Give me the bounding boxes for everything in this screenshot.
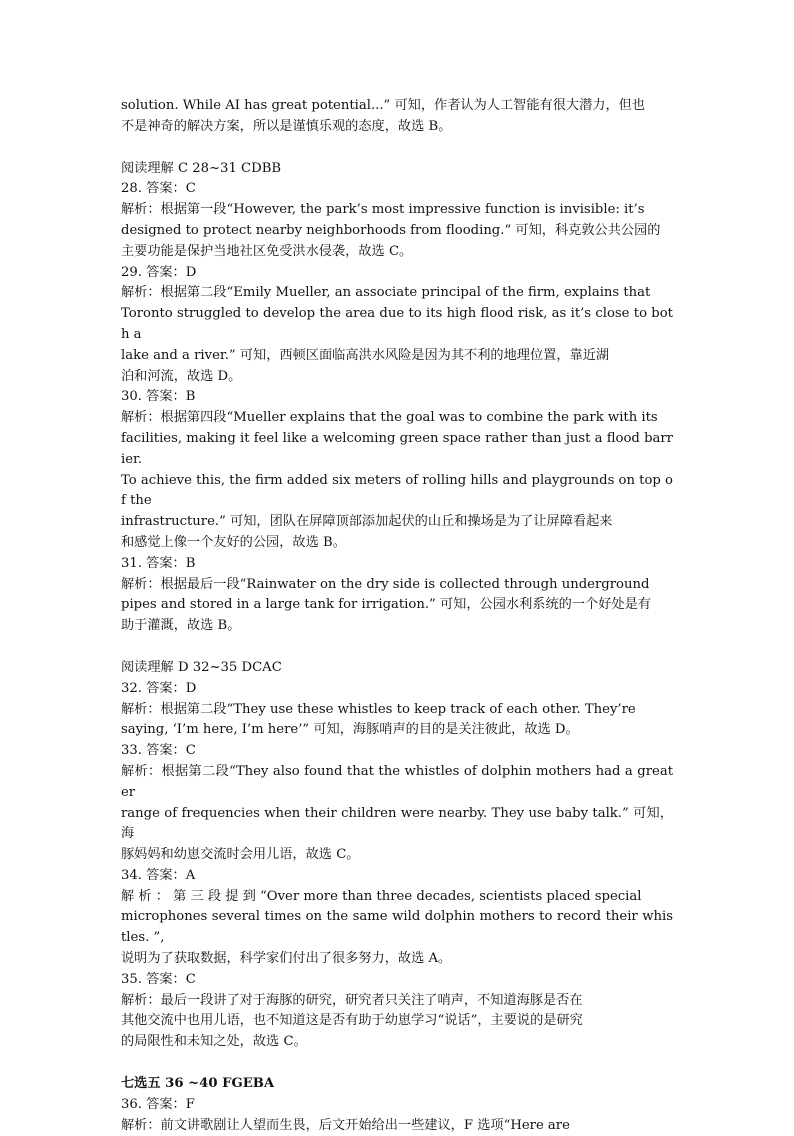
answer-33: 33. 答案：C	[121, 743, 196, 759]
text-line: 解析：根据第一段“However, the park’s most impressive function is invisible: it’s	[121, 202, 645, 218]
text-line: 解析：根据第二段“They use these whistles to keep track of each other. They’re	[121, 701, 636, 717]
blank-line	[121, 637, 673, 658]
text-line: 其他交流中也用儿语，也不知道这是否有助于幼崽学习“说话”，主要说的是研究	[121, 1013, 583, 1029]
section-heading-reading-c: 阅读理解 C 28~31 CDBB	[121, 160, 282, 176]
text-line: solution. While AI has great potential...” 可知，作者认为人工智能有很大潜力，但也	[121, 98, 646, 113]
text-line: lake and a river.” 可知，西顿区面临高洪水风险是因为其不利的地理位置，靠近湖	[121, 347, 610, 363]
text-line: facilities, making it feel like a welcoming green space rather than just a flood barrier.	[121, 430, 673, 467]
text-line: microphones several times on the same wild dolphin mothers to record their whistles. ”,	[121, 909, 673, 946]
text-line: 不是神奇的解决方案，所以是谨慎乐观的态度，故选 B。	[121, 118, 452, 134]
text-line: 和感觉上像一个友好的公园，故选 B。	[121, 534, 346, 550]
answer-35: 35. 答案：C	[121, 971, 196, 987]
answer-36: 36. 答案：F	[121, 1096, 195, 1112]
answer-28: 28. 答案：C	[121, 181, 196, 197]
text-line: 解 析 ： 第 三 段 提 到 “Over more than three decades, scientists placed special	[121, 888, 642, 904]
text-line: 解析：最后一段讲了对于海豚的研究，研究者只关注了哨声，不知道海豚是否在	[121, 992, 583, 1008]
text-line: pipes and stored in a large tank for irrigation.” 可知，公园水利系统的一个好处是有	[121, 597, 651, 613]
answer-34: 34. 答案：A	[121, 867, 196, 883]
text-line: 解析：根据第二段“They also found that the whistles of dolphin mothers had a greater	[121, 763, 673, 800]
text-line: 解析：根据最后一段“Rainwater on the dry side is collected through underground	[121, 576, 650, 592]
blank-line	[121, 138, 673, 159]
answer-29: 29. 答案：D	[121, 264, 197, 280]
text-line: range of frequencies when their children were nearby. They use baby talk.” 可知，海	[121, 805, 673, 842]
text-line: Toronto struggled to develop the area due to its high flood risk, as it’s close to both a	[121, 306, 673, 342]
text-line: 主要功能是保护当地社区免受洪水侵袭，故选 C。	[121, 243, 413, 259]
text-line: 解析：前文讲歌剧让人望而生畏，后文开始给出一些建议，F 选项“Here are	[121, 1117, 570, 1133]
text-line: 的局限性和未知之处，故选 C。	[121, 1034, 307, 1050]
text-line: 助于灌溉，故选 B。	[121, 618, 241, 634]
document-page	[121, 96, 673, 1136]
section-heading-seven-choose-five: 七选五 36 ~40 FGEBA	[121, 1076, 275, 1092]
blank-line	[121, 1053, 673, 1074]
answer-30: 30. 答案：B	[121, 389, 196, 405]
text-line: saying, ‘I’m here, I’m here’” 可知，海豚哨声的目的是关注彼此，故选 D。	[121, 722, 579, 738]
answer-32: 32. 答案：D	[121, 680, 197, 696]
text-line: 解析：根据第二段“Emily Mueller, an associate principal of the firm, explains that	[121, 285, 651, 301]
answer-31: 31. 答案：B	[121, 555, 196, 571]
text-line: 豚妈妈和幼崽交流时会用儿语，故选 C。	[121, 847, 360, 863]
section-heading-reading-d: 阅读理解 D 32~35 DCAC	[121, 659, 282, 675]
text-line: 解析：根据第四段“Mueller explains that the goal was to combine the park with its	[121, 410, 658, 426]
text-line: designed to protect nearby neighborhoods from flooding.” 可知，科克敦公共公园的	[121, 222, 661, 238]
text-line: To achieve this, the firm added six meters of rolling hills and playgrounds on top of the	[121, 472, 673, 509]
text-line: 说明为了获取数据，科学家们付出了很多努力，故选 A。	[121, 951, 452, 967]
text-line: infrastructure.” 可知，团队在屏障顶部添加起伏的山丘和操场是为了让屏障看起来	[121, 514, 613, 530]
text-line: 泊和河流，故选 D。	[121, 368, 242, 384]
